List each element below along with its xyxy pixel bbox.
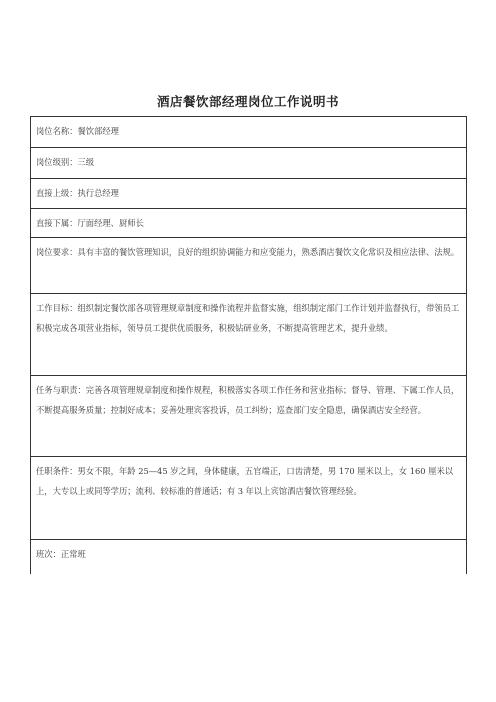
page-title: 酒店餐饮部经理岗位工作说明书 bbox=[156, 94, 339, 109]
row-position-level: 岗位级别：三级 bbox=[31, 148, 466, 179]
row-direct-subordinates: 直接下属：厅面经理、厨师长 bbox=[31, 209, 466, 238]
job-spec-table bbox=[30, 116, 467, 574]
row-shift: 班次：正常班 bbox=[36, 549, 86, 559]
row-qualifications: 任职条件：男女不限，年龄 25—45 岁之间，身体健康，五官端正，口齿清楚，男 170 厘米以上，女 160 厘米以上，大专以上或同等学历；流利、较标准的普通话；有 3 年以上宾馆酒店餐饮管理经验。 bbox=[31, 457, 466, 540]
row-direct-superior: 直接上级：执行总经理 bbox=[31, 179, 466, 209]
row-tasks-duties: 任务与职责：完善各项管理规章制度和操作规程，积极落实各项工作任务和营业指标；督导、管理、下属工作人员，不断提高服务质量；控制好成本；妥善处理宾客投诉，员工纠纷；巡查部门安全隐患，确保酒店安全经营。 bbox=[31, 376, 466, 457]
row-position-requirements: 岗位要求：具有丰富的餐饮管理知识，良好的组织协调能力和应变能力，熟悉酒店餐饮文化常识及相应法律、法规。 bbox=[31, 238, 466, 294]
row-work-objectives: 工作目标：组织制定餐饮部各项管理规章制度和操作流程并监督实施，组织制定部门工作计划并监督执行，带领员工积极完成各项营业指标，领导员工提供优质服务，积极钻研业务，不断提高管理艺术，提升业绩。 bbox=[31, 294, 466, 376]
row-position-name: 岗位名称：餐饮部经理 bbox=[31, 117, 466, 148]
